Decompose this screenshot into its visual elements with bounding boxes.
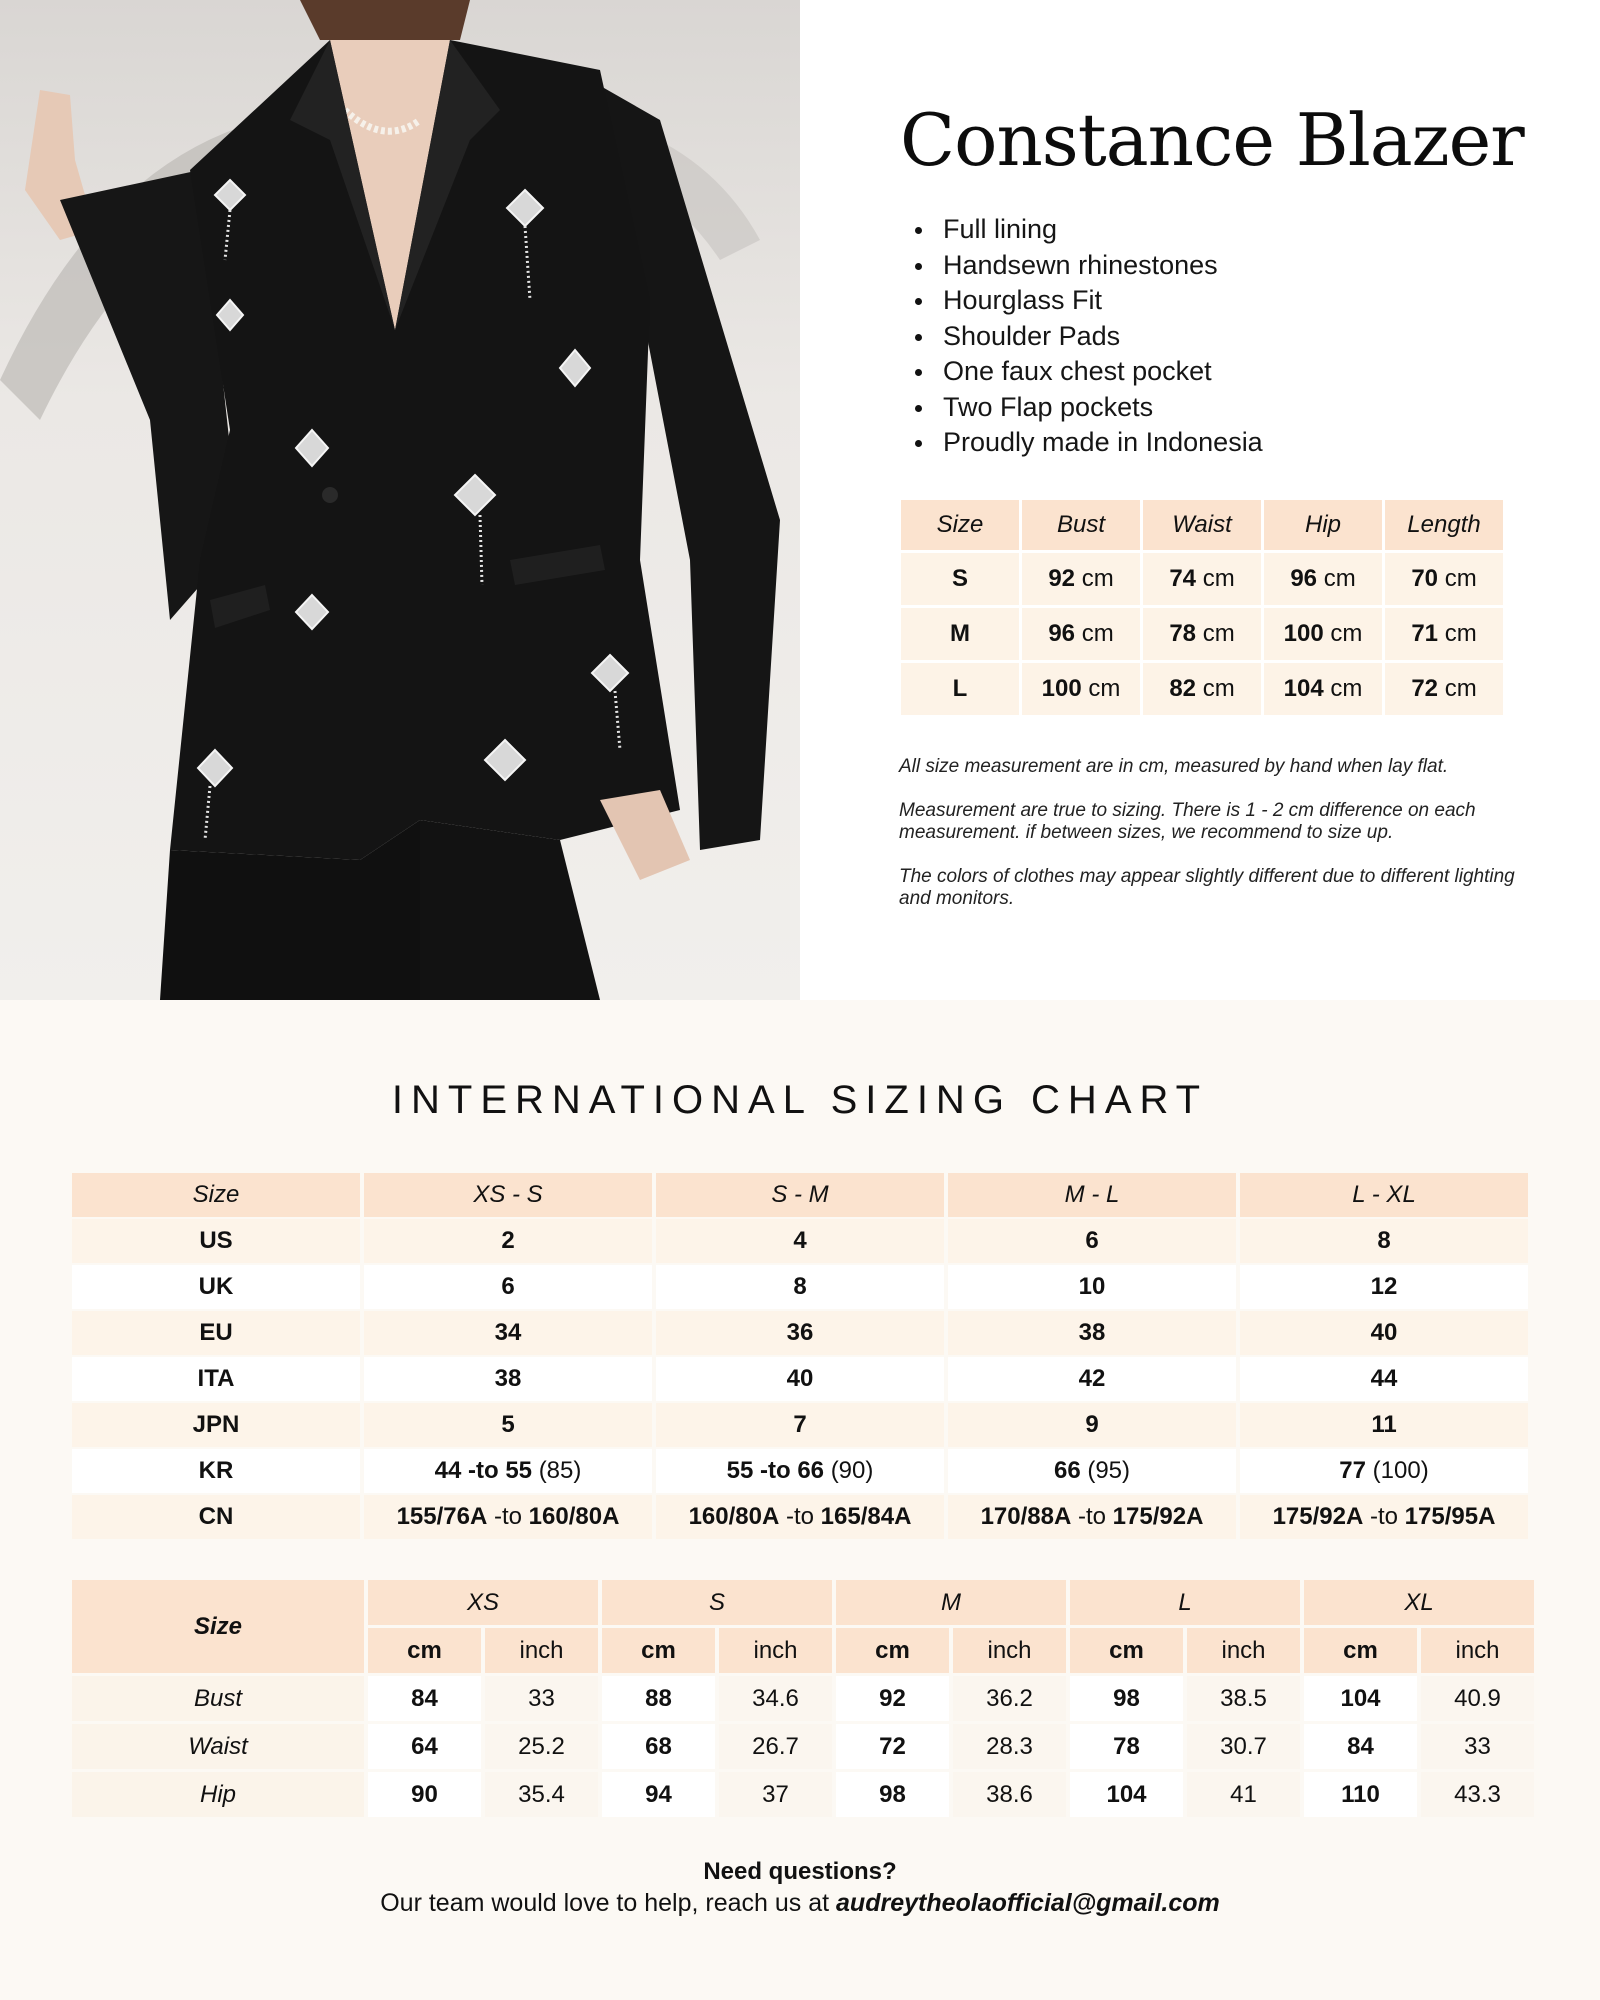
inch-value: 28.3 — [953, 1724, 1066, 1769]
intl-row-ita — [72, 1357, 1528, 1401]
size-group-header: M — [836, 1580, 1066, 1625]
range-end: 160/80A — [528, 1503, 620, 1530]
size-cell — [1240, 1357, 1528, 1401]
hip-cell — [1264, 553, 1382, 605]
range-start: 44 — [434, 1457, 462, 1484]
length-value: 72 — [1411, 675, 1439, 702]
unit: cm — [1081, 620, 1114, 647]
unit-cm: cm — [1304, 1628, 1417, 1673]
region-label — [72, 1311, 360, 1355]
measurement-label: Bust — [72, 1676, 364, 1721]
feature-item: Shoulder Pads — [905, 319, 1263, 355]
range-sep: -to — [493, 1503, 522, 1530]
bust-value: 92 — [1048, 565, 1076, 592]
size-cell — [656, 1357, 944, 1401]
size-cell — [1240, 1449, 1528, 1493]
size-row — [901, 553, 1503, 605]
cm-value: 72 — [836, 1724, 949, 1769]
size-cell — [948, 1403, 1236, 1447]
size-value: 5 — [501, 1411, 515, 1438]
international-size-table — [68, 1171, 1532, 1541]
intl-header-col: XS - S — [364, 1173, 652, 1217]
waist-value: 74 — [1169, 565, 1197, 592]
size-row — [901, 608, 1503, 660]
size-value: S — [951, 565, 968, 592]
waist-value: 82 — [1169, 675, 1197, 702]
size-value: L — [952, 675, 968, 702]
range-end: 175/95A — [1404, 1503, 1496, 1530]
intl-row-kr — [72, 1449, 1528, 1493]
unit-inch: inch — [1421, 1628, 1534, 1673]
intl-row-uk — [72, 1265, 1528, 1309]
footer-text: Our team would love to help, reach us at — [380, 1889, 830, 1917]
size-value: 11 — [1371, 1411, 1397, 1438]
unit: cm — [1330, 620, 1363, 647]
inch-value: 35.4 — [485, 1772, 598, 1817]
cm-value: 84 — [1304, 1724, 1417, 1769]
size-value: 38 — [1078, 1319, 1106, 1346]
unit: cm — [1444, 565, 1477, 592]
intl-row-eu — [72, 1311, 1528, 1355]
length-cell — [1385, 608, 1503, 660]
international-chart-title: INTERNATIONAL SIZING CHART — [391, 1078, 1209, 1122]
range-sep: -to — [1077, 1503, 1106, 1530]
range-start: 155/76A — [396, 1503, 488, 1530]
range-extra: (100) — [1372, 1457, 1429, 1484]
bust-cell — [1022, 608, 1140, 660]
size-cell — [364, 1219, 652, 1263]
size-value: 8 — [1377, 1227, 1391, 1254]
unit: cm — [1323, 565, 1356, 592]
size-value: 4 — [793, 1227, 807, 1254]
size-value: 40 — [1370, 1319, 1398, 1346]
size-cell — [1240, 1403, 1528, 1447]
range-extra: (95) — [1087, 1457, 1131, 1484]
size-group-header: L — [1070, 1580, 1300, 1625]
size-value: 34 — [494, 1319, 522, 1346]
cm-value: 78 — [1070, 1724, 1183, 1769]
cm-value: 88 — [602, 1676, 715, 1721]
waist-value: 78 — [1169, 620, 1197, 647]
region-label — [72, 1449, 360, 1493]
unit-inch: inch — [719, 1628, 832, 1673]
cm-value: 94 — [602, 1772, 715, 1817]
size-cell — [1240, 1265, 1528, 1309]
range-start: 77 — [1339, 1457, 1366, 1484]
unit: cm — [1081, 565, 1114, 592]
feature-item: One faux chest pocket — [905, 354, 1263, 390]
waist-cell — [1143, 663, 1261, 715]
product-photo — [0, 0, 800, 1000]
range-end: 66 — [797, 1457, 825, 1484]
unit-cm: cm — [368, 1628, 481, 1673]
size-value: 38 — [494, 1365, 522, 1392]
region-label-text: EU — [199, 1319, 233, 1346]
region-label — [72, 1403, 360, 1447]
size-value: M — [950, 620, 970, 647]
intl-header-col: L - XL — [1240, 1173, 1528, 1217]
measurement-label: Waist — [72, 1724, 364, 1769]
size-value: 12 — [1370, 1273, 1398, 1300]
cm-value: 104 — [1070, 1772, 1183, 1817]
size-notes — [899, 756, 1519, 932]
model-wearing-blazer-image — [0, 0, 800, 1000]
feature-item: Hourglass Fit — [905, 283, 1263, 319]
size-cell — [948, 1449, 1236, 1493]
bust-cell — [1022, 553, 1140, 605]
unit: cm — [1330, 675, 1363, 702]
intl-header-col: S - M — [656, 1173, 944, 1217]
measurement-table — [68, 1577, 1538, 1820]
size-cell — [364, 1403, 652, 1447]
feature-item: Proudly made in Indonesia — [905, 425, 1263, 461]
size-cell — [656, 1449, 944, 1493]
size-cell — [901, 608, 1019, 660]
range-end: 55 — [505, 1457, 533, 1484]
unit: cm — [1202, 620, 1235, 647]
length-value: 70 — [1411, 565, 1439, 592]
header-length: Length — [1385, 500, 1503, 550]
size-cell — [948, 1265, 1236, 1309]
size-value: 10 — [1078, 1273, 1106, 1300]
range-start: 170/88A — [980, 1503, 1072, 1530]
size-value: 44 — [1370, 1365, 1398, 1392]
range-end: 175/92A — [1112, 1503, 1204, 1530]
size-cell — [901, 553, 1019, 605]
footer-line — [0, 1887, 1600, 1919]
size-value: 40 — [786, 1365, 814, 1392]
contact-email-link[interactable]: audreytheolaofficial@gmail.com — [836, 1889, 1220, 1917]
unit: cm — [1088, 675, 1121, 702]
inch-value: 36.2 — [953, 1676, 1066, 1721]
region-label — [72, 1219, 360, 1263]
feature-item: Handsewn rhinestones — [905, 248, 1263, 284]
size-cell — [364, 1495, 652, 1539]
feature-item: Two Flap pockets — [905, 390, 1263, 426]
intl-row-jpn — [72, 1403, 1528, 1447]
hip-value: 96 — [1290, 565, 1318, 592]
header-size: Size — [901, 500, 1019, 550]
unit: cm — [1202, 675, 1235, 702]
inch-value: 37 — [719, 1772, 832, 1817]
inch-value: 38.5 — [1187, 1676, 1300, 1721]
hip-cell — [1264, 608, 1382, 660]
note: All size measurement are in cm, measured by hand when lay flat. — [899, 756, 1449, 777]
product-size-table — [898, 497, 1506, 718]
region-label — [72, 1495, 360, 1539]
intl-header-size: Size — [72, 1173, 360, 1217]
feature-list — [905, 212, 1263, 461]
cm-value: 90 — [368, 1772, 481, 1817]
range-start: 66 — [1053, 1457, 1081, 1484]
size-value: 9 — [1085, 1411, 1099, 1438]
range-end: 165/84A — [820, 1503, 912, 1530]
inch-value: 34.6 — [719, 1676, 832, 1721]
inch-value: 25.2 — [485, 1724, 598, 1769]
note: Measurement are true to sizing. There is 1 - 2 cm difference on each measurement. if between sizes, we recommend to size up. — [899, 800, 1476, 843]
region-label-text: UK — [198, 1273, 234, 1300]
size-cell — [364, 1265, 652, 1309]
range-sep: -to — [759, 1457, 791, 1484]
hip-value: 100 — [1283, 620, 1324, 647]
unit: cm — [1444, 620, 1477, 647]
header-bust: Bust — [1022, 500, 1140, 550]
region-label-text: JPN — [192, 1411, 240, 1438]
inch-value: 38.6 — [953, 1772, 1066, 1817]
region-label-text: US — [199, 1227, 233, 1254]
feature-item: Full lining — [905, 212, 1263, 248]
inch-value: 43.3 — [1421, 1772, 1534, 1817]
size-value: 2 — [501, 1227, 515, 1254]
inch-value: 26.7 — [719, 1724, 832, 1769]
unit-cm: cm — [602, 1628, 715, 1673]
size-cell — [364, 1357, 652, 1401]
size-table-header — [901, 500, 1503, 550]
size-group-header: S — [602, 1580, 832, 1625]
region-label-text: KR — [198, 1457, 234, 1484]
unit-inch: inch — [953, 1628, 1066, 1673]
size-cell — [948, 1357, 1236, 1401]
unit-inch: inch — [485, 1628, 598, 1673]
region-label-text: CN — [198, 1503, 234, 1530]
cm-value: 68 — [602, 1724, 715, 1769]
length-cell — [1385, 553, 1503, 605]
region-label — [72, 1357, 360, 1401]
size-group-header: XL — [1304, 1580, 1534, 1625]
cm-value: 64 — [368, 1724, 481, 1769]
measurement-row-hip — [72, 1772, 1534, 1817]
header-waist: Waist — [1143, 500, 1261, 550]
size-value: 8 — [793, 1273, 807, 1300]
size-value: 42 — [1078, 1365, 1106, 1392]
waist-cell — [1143, 608, 1261, 660]
cm-value: 98 — [1070, 1676, 1183, 1721]
intl-header-col: M - L — [948, 1173, 1236, 1217]
hip-value: 104 — [1283, 675, 1324, 702]
header-hip: Hip — [1264, 500, 1382, 550]
range-sep: -to — [467, 1457, 499, 1484]
measurement-size-label: Size — [72, 1580, 364, 1673]
unit: cm — [1202, 565, 1235, 592]
range-extra: (90) — [830, 1457, 874, 1484]
size-cell — [1240, 1495, 1528, 1539]
size-cell — [656, 1403, 944, 1447]
length-cell — [1385, 663, 1503, 715]
size-value: 7 — [793, 1411, 807, 1438]
inch-value: 33 — [1421, 1724, 1534, 1769]
size-group-header: XS — [368, 1580, 598, 1625]
size-cell — [656, 1265, 944, 1309]
size-value: 6 — [1085, 1227, 1099, 1254]
size-cell — [364, 1311, 652, 1355]
size-cell — [948, 1495, 1236, 1539]
bust-value: 96 — [1048, 620, 1076, 647]
range-sep: -to — [785, 1503, 814, 1530]
product-title: Constance Blazer — [900, 98, 1524, 182]
cm-value: 84 — [368, 1676, 481, 1721]
measurement-label: Hip — [72, 1772, 364, 1817]
intl-header-row — [72, 1173, 1528, 1217]
unit-cm: cm — [836, 1628, 949, 1673]
range-extra: (85) — [538, 1457, 582, 1484]
intl-row-us — [72, 1219, 1528, 1263]
range-start: 160/80A — [688, 1503, 780, 1530]
inch-value: 30.7 — [1187, 1724, 1300, 1769]
length-value: 71 — [1411, 620, 1439, 647]
size-cell — [1240, 1219, 1528, 1263]
size-cell — [656, 1495, 944, 1539]
size-value: 36 — [786, 1319, 814, 1346]
unit: cm — [1444, 675, 1477, 702]
range-sep: -to — [1369, 1503, 1398, 1530]
contact-footer — [0, 1857, 1600, 1919]
size-cell — [656, 1219, 944, 1263]
range-start: 55 — [726, 1457, 754, 1484]
inch-value: 40.9 — [1421, 1676, 1534, 1721]
size-value: 6 — [501, 1273, 515, 1300]
cm-value: 92 — [836, 1676, 949, 1721]
unit-inch: inch — [1187, 1628, 1300, 1673]
footer-question: Need questions? — [703, 1858, 897, 1885]
cm-value: 104 — [1304, 1676, 1417, 1721]
size-cell — [948, 1219, 1236, 1263]
note: The colors of clothes may appear slightly different due to different lighting and monitors. — [899, 866, 1515, 909]
cm-value: 110 — [1304, 1772, 1417, 1817]
waist-cell — [1143, 553, 1261, 605]
measurement-size-header — [72, 1580, 1534, 1625]
hip-cell — [1264, 663, 1382, 715]
inch-value: 41 — [1187, 1772, 1300, 1817]
region-label — [72, 1265, 360, 1309]
size-row — [901, 663, 1503, 715]
measurement-row-waist — [72, 1724, 1534, 1769]
measurement-row-bust — [72, 1676, 1534, 1721]
bust-cell — [1022, 663, 1140, 715]
size-cell — [948, 1311, 1236, 1355]
size-cell — [1240, 1311, 1528, 1355]
cm-value: 98 — [836, 1772, 949, 1817]
inch-value: 33 — [485, 1676, 598, 1721]
size-cell — [901, 663, 1019, 715]
size-cell — [364, 1449, 652, 1493]
intl-row-cn — [72, 1495, 1528, 1539]
size-cell — [656, 1311, 944, 1355]
range-start: 175/92A — [1272, 1503, 1364, 1530]
region-label-text: ITA — [197, 1365, 235, 1392]
unit-cm: cm — [1070, 1628, 1183, 1673]
bust-value: 100 — [1041, 675, 1082, 702]
